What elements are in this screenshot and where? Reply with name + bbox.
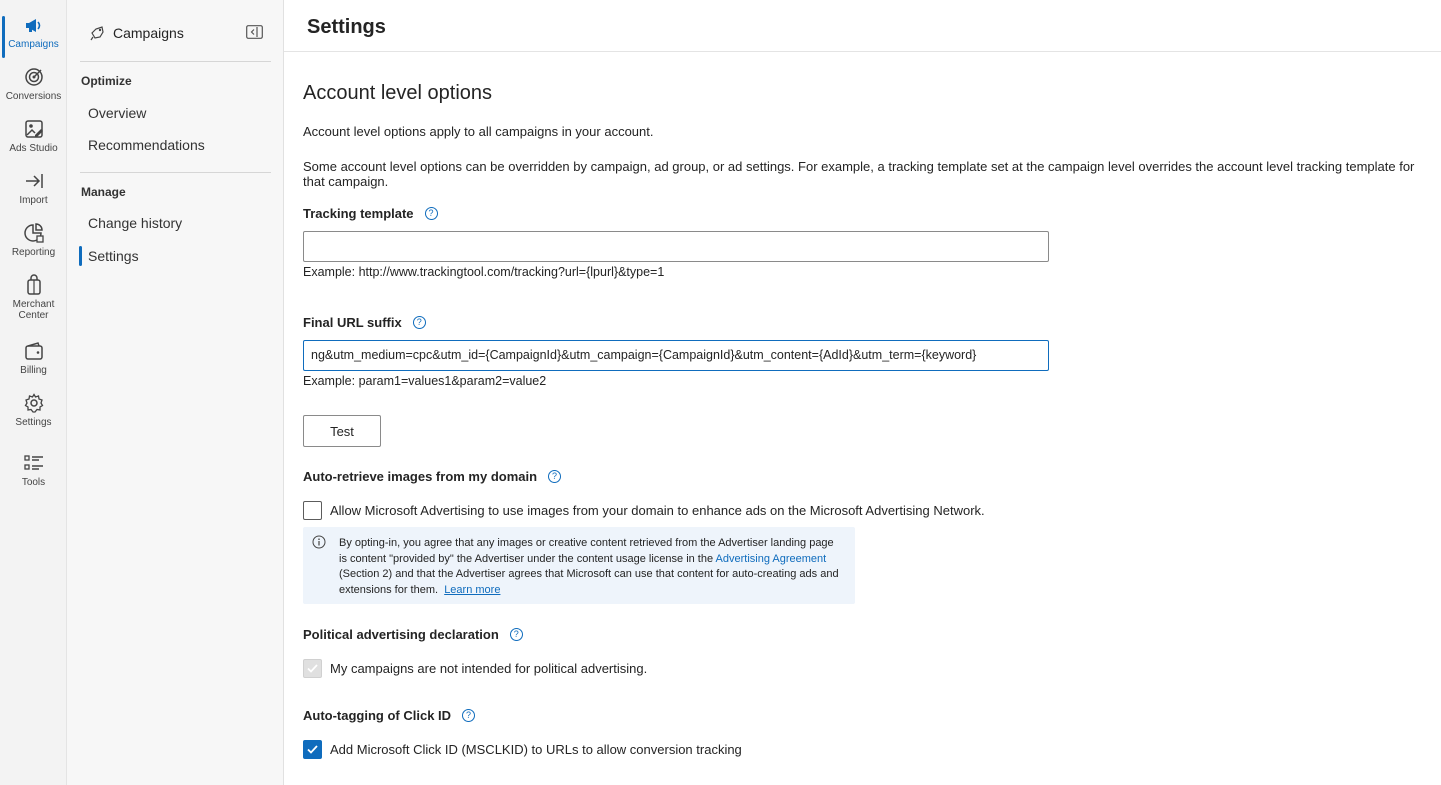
info-text-part-2: (Section 2) and that the Advertiser agrees that Microsoft can use that content for auto-creating ads and extensions for them. [339, 568, 839, 596]
auto-images-label [303, 469, 561, 484]
political-label-text: Political advertising declaration [303, 627, 499, 642]
rail-label: Ads Studio [9, 143, 58, 154]
tools-list-icon [23, 452, 45, 474]
nav-section-optimize: Optimize [81, 74, 132, 88]
checkmark-icon [306, 662, 319, 675]
political-option [303, 659, 647, 678]
info-text [339, 536, 839, 598]
rail-label: Billing [20, 365, 47, 376]
auto-images-checkbox-label: Allow Microsoft Advertising to use images from your domain to enhance ads on the Microsoft Advertising Network. [330, 503, 985, 518]
checkmark-icon [306, 743, 319, 756]
import-arrow-icon [23, 170, 45, 192]
page-header [284, 0, 1441, 52]
megaphone-icon [23, 14, 45, 36]
rail-label: Settings [15, 417, 52, 428]
political-checkbox [303, 659, 322, 678]
info-icon [312, 535, 326, 549]
rail-item-conversions[interactable] [0, 66, 67, 102]
final-url-suffix-label [303, 315, 426, 330]
help-icon[interactable]: ? [548, 470, 561, 483]
app-rail [0, 0, 67, 785]
rail-item-billing[interactable] [0, 340, 67, 376]
advertising-agreement-link[interactable]: Advertising Agreement [715, 552, 827, 565]
political-checkbox-label: My campaigns are not intended for political advertising. [330, 661, 648, 676]
target-icon [23, 66, 45, 88]
collapse-panel-icon[interactable] [246, 25, 263, 39]
nav-link-recommendations[interactable]: Recommendations [88, 137, 205, 153]
rail-item-settings[interactable] [0, 392, 67, 428]
rail-item-campaigns[interactable] [0, 14, 67, 50]
shopping-bag-icon [23, 274, 45, 296]
chart-icon [23, 222, 45, 244]
tracking-template-label-text: Tracking template [303, 206, 414, 221]
auto-tagging-label [303, 708, 475, 723]
rail-item-reporting[interactable] [0, 222, 67, 258]
campaigns-nav-panel [67, 0, 284, 785]
auto-tagging-label-text: Auto-tagging of Click ID [303, 708, 452, 723]
tracking-template-label [303, 206, 438, 221]
rail-label-line2: Center [18, 310, 49, 321]
rail-label: Conversions [5, 91, 62, 102]
tracking-template-example: Example: http://www.trackingtool.com/tracking?url={lpurl}&type=1 [303, 265, 665, 279]
nav-divider [80, 61, 271, 62]
auto-images-label-text: Auto-retrieve images from my domain [303, 469, 538, 484]
final-url-suffix-label-text: Final URL suffix [303, 315, 402, 330]
page-title: Settings [307, 16, 386, 38]
auto-tagging-checkbox-label: Add Microsoft Click ID (MSCLKID) to URLs to allow conversion tracking [330, 742, 742, 757]
wallet-icon [23, 340, 45, 362]
learn-more-link[interactable]: Learn more [444, 583, 501, 596]
auto-tagging-option[interactable] [303, 740, 742, 759]
rail-label: Import [19, 195, 48, 206]
final-url-suffix-input[interactable]: ng&utm_medium=cpc&utm_id={CampaignId}&utm_campaign={CampaignId}&utm_content={AdId}&utm_term={keyword} [303, 340, 1049, 371]
auto-images-info-box [303, 527, 855, 604]
intro-override-text: Some account level options can be overridden by campaign, ad group, or ad settings. For example, a tracking template set at the campaign level overrides the account level tracking template for that campaign. [303, 159, 1415, 189]
help-icon[interactable]: ? [425, 207, 438, 220]
intro-text: Account level options apply to all campaigns in your account. [303, 124, 654, 139]
help-icon[interactable]: ? [462, 709, 475, 722]
rail-item-tools[interactable] [0, 452, 67, 488]
nav-header [89, 22, 184, 44]
nav-link-overview[interactable]: Overview [88, 105, 147, 121]
tracking-template-input[interactable] [303, 231, 1049, 262]
nav-section-manage: Manage [81, 185, 126, 199]
help-icon[interactable]: ? [413, 316, 426, 329]
nav-divider [80, 172, 271, 173]
test-button[interactable]: Test [303, 415, 381, 447]
section-heading: Account level options [303, 82, 493, 104]
nav-link-settings[interactable]: Settings [88, 248, 139, 264]
auto-images-option[interactable] [303, 501, 985, 520]
rail-label: Merchant [12, 299, 55, 310]
rail-label: Tools [21, 477, 46, 488]
nav-title: Campaigns [113, 25, 184, 41]
info-text-part-1: By opting-in, you agree that any images or creative content retrieved from the Advertiser landing page is content "provided by" the Advertiser under the content usage license in the [339, 537, 834, 565]
rail-label: Campaigns [8, 39, 59, 50]
auto-tagging-checkbox[interactable] [303, 740, 322, 759]
rail-item-ads-studio[interactable] [0, 118, 67, 154]
nav-link-change-history[interactable]: Change history [88, 215, 183, 231]
rail-item-merchant-center[interactable] [0, 274, 67, 321]
campaigns-outline-icon [89, 24, 107, 42]
final-url-suffix-example: Example: param1=values1&param2=value2 [303, 374, 547, 388]
political-label [303, 627, 523, 642]
rail-item-import[interactable] [0, 170, 67, 206]
rail-label: Reporting [11, 247, 56, 258]
help-icon[interactable]: ? [510, 628, 523, 641]
auto-images-checkbox[interactable] [303, 501, 322, 520]
image-edit-icon [23, 118, 45, 140]
gear-icon [23, 392, 45, 414]
